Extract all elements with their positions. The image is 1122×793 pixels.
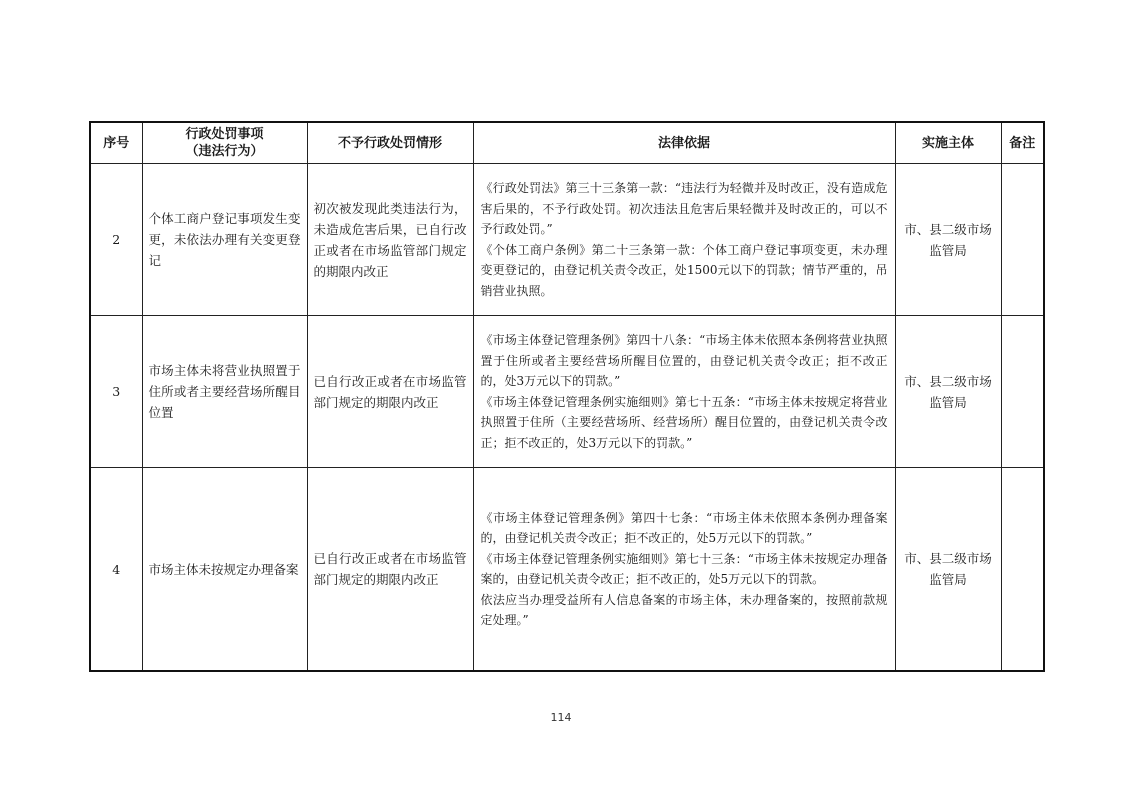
header-no-penalty: 不予行政处罚情形 [307, 122, 473, 164]
basis-clause: 《个体工商户条例》第二十三条第一款：个体工商户登记事项变更，未办理变更登记的，由登记机关责令改正，处1500元以下的罚款；情节严重的，吊销营业执照。 [480, 242, 888, 298]
row-remarks [1001, 316, 1044, 468]
basis-clause: 《市场主体登记管理条例实施细则》第七十五条：“市场主体未按规定将营业执照置于住所（主要经营场所、经营场所）醒目位置的，由登记机关责令改正；拒不改正的，处3万元以下的罚款。” [480, 394, 888, 450]
table-row [90, 164, 1044, 316]
row-basis [473, 316, 895, 468]
basis-clause: 《市场主体登记管理条例》第四十七条：“市场主体未依照本条例办理备案的，由登记机关责令改正；拒不改正的，处5万元以下的罚款。” [480, 510, 888, 545]
header-item-line2: （违法行为） [185, 144, 264, 159]
penalty-exemption-table-container [89, 121, 1043, 672]
row-authority: 市、县二级市场监管局 [895, 468, 1001, 672]
table-row [90, 316, 1044, 468]
row-basis [473, 468, 895, 672]
row-authority: 市、县二级市场监管局 [895, 316, 1001, 468]
penalty-exemption-table [89, 121, 1045, 672]
row-item: 市场主体未将营业执照置于住所或者主要经营场所醒目位置 [142, 316, 307, 468]
row-no-penalty: 已自行改正或者在市场监管部门规定的期限内改正 [307, 316, 473, 468]
row-no-penalty: 已自行改正或者在市场监管部门规定的期限内改正 [307, 468, 473, 672]
row-remarks [1001, 164, 1044, 316]
page-number: 114 [550, 711, 572, 724]
basis-clause: 《市场主体登记管理条例实施细则》第七十三条：“市场主体未按规定办理备案的，由登记机关责令改正；拒不改正的，处5万元以下的罚款。 [480, 551, 888, 586]
table-header-row [90, 122, 1044, 164]
header-item [142, 122, 307, 164]
row-authority: 市、县二级市场监管局 [895, 164, 1001, 316]
header-item-line1: 行政处罚事项 [185, 127, 264, 142]
row-no: 2 [90, 164, 142, 316]
basis-clause: 依法应当办理受益所有人信息备案的市场主体，未办理备案的，按照前款规定处理。” [480, 592, 888, 627]
row-no: 3 [90, 316, 142, 468]
row-no: 4 [90, 468, 142, 672]
header-authority: 实施主体 [895, 122, 1001, 164]
table-row [90, 468, 1044, 672]
row-basis [473, 164, 895, 316]
row-remarks [1001, 468, 1044, 672]
basis-clause: 《市场主体登记管理条例》第四十八条：“市场主体未依照本条例将营业执照置于住所或者主要经营场所醒目位置的，由登记机关责令改正；拒不改正的，处3万元以下的罚款。” [480, 333, 888, 388]
row-no-penalty: 初次被发现此类违法行为，未造成危害后果，已自行改正或者在市场监管部门规定的期限内改正 [307, 164, 473, 316]
row-item: 市场主体未按规定办理备案 [142, 468, 307, 672]
header-remarks: 备注 [1001, 122, 1044, 164]
basis-clause: 《行政处罚法》第三十三条第一款：“违法行为轻微并及时改正，没有造成危害后果的，不予行政处罚。初次违法且危害后果轻微并及时改正的，可以不予行政处罚。” [480, 181, 888, 236]
header-basis: 法律依据 [473, 122, 895, 164]
row-item: 个体工商户登记事项发生变更，未依法办理有关变更登记 [142, 164, 307, 316]
header-no: 序号 [90, 122, 142, 164]
